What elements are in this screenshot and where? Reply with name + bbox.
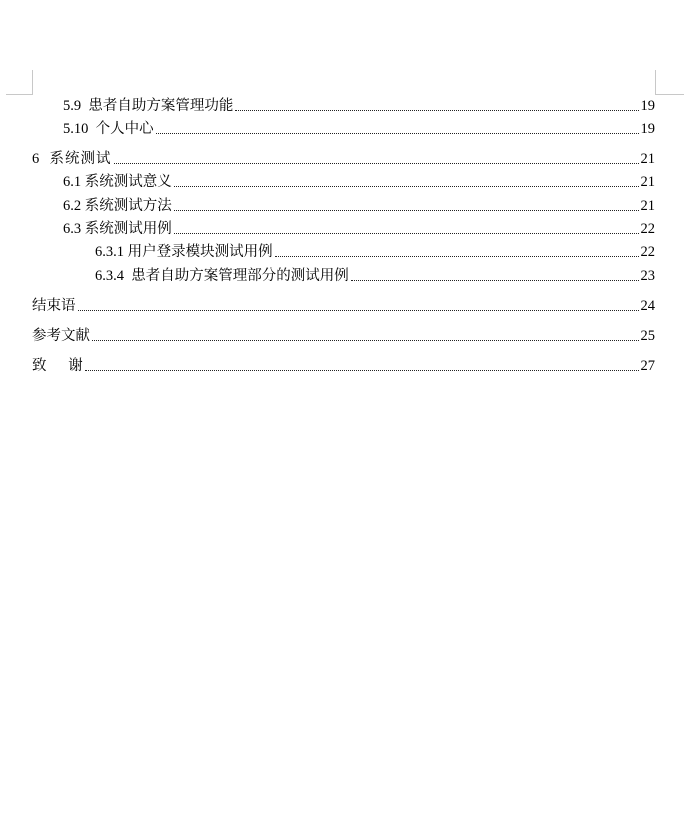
toc-leader-dots [174,232,639,234]
toc-leader-dots [235,109,638,111]
toc-entry-6-2[interactable] [63,197,655,215]
toc-entry-label: 参考文献 [32,328,90,344]
page-corner-mark-left [6,70,33,95]
toc-entry-acknowledgements[interactable] [32,357,655,375]
toc-page-number: 21 [640,174,655,190]
toc-page-number: 21 [640,151,655,167]
toc-page-number: 22 [640,221,655,237]
toc-entry-label: 6.1 系统测试意义 [63,174,172,190]
toc-leader-dots [174,185,639,187]
toc-entry-label: 致 谢 [32,358,83,374]
toc-entry-6-3-4[interactable] [95,267,655,285]
toc-entry-label: 6.2 系统测试方法 [63,198,172,214]
toc-entry-label: 6.3.4 患者自助方案管理部分的测试用例 [95,268,349,284]
toc-entry-label: 结束语 [32,298,76,314]
toc-leader-dots [92,339,639,341]
toc-entry-label: 6.3.1 用户登录模块测试用例 [95,244,273,260]
toc-page-number: 27 [640,358,655,374]
toc-page-number: 19 [640,98,655,114]
toc-page-number: 21 [640,198,655,214]
toc-entry-label: 5.10 个人中心 [63,121,154,137]
toc-entry-6-1[interactable] [63,173,655,191]
toc-page-number: 24 [640,298,655,314]
toc-entry-6-3-1[interactable] [95,243,655,261]
toc-entry-6[interactable] [32,150,655,168]
toc-leader-dots [174,209,639,211]
toc-leader-dots [351,279,639,281]
toc-leader-dots [78,309,639,311]
toc-entry-label: 5.9 患者自助方案管理功能 [63,98,234,114]
toc-entry-5-9[interactable] [63,97,655,115]
toc-entry-references[interactable] [32,327,655,345]
toc-entry-label: 6 系统测试 [32,151,112,167]
toc-page-number: 25 [640,328,655,344]
toc-leader-dots [275,255,639,257]
toc-entry-conclusion[interactable] [32,297,655,315]
toc-leader-dots [85,369,639,371]
page-corner-mark-right [655,70,684,95]
toc-leader-dots [114,162,639,164]
toc-page-number: 22 [640,244,655,260]
toc-entry-label: 6.3 系统测试用例 [63,221,172,237]
toc-page-number: 19 [640,121,655,137]
toc-entry-6-3[interactable] [63,220,655,238]
toc-entry-5-10[interactable] [63,120,655,138]
toc-leader-dots [156,132,639,134]
toc-page-number: 23 [640,268,655,284]
